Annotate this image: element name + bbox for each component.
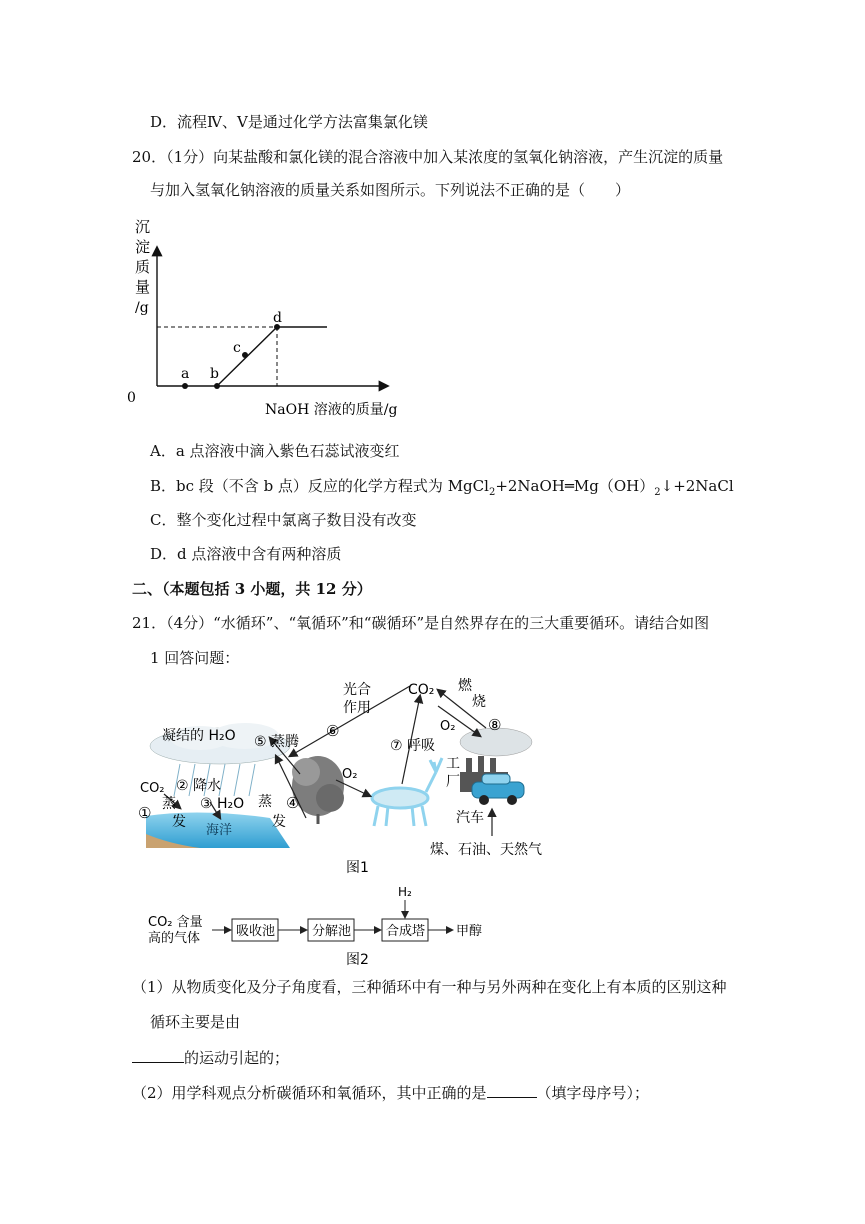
fig2-box-decompose-label: 分解池	[312, 924, 352, 939]
fig2-input-2: 高的气体	[148, 931, 201, 946]
label-n4: ④	[286, 794, 300, 812]
figure-2-caption: 图2	[346, 952, 369, 968]
point-b	[214, 383, 220, 389]
section-heading: 二、（本题包括 3 小题，共 12 分）	[132, 580, 372, 598]
label-n3-h2o: ③ H₂O	[200, 796, 245, 812]
fig2-output-label: 甲醇	[456, 924, 483, 939]
point-a-label: a	[181, 366, 190, 382]
label-evap-right-1: 蒸	[258, 794, 272, 810]
q21-sub2-post: （填字母序号）；	[536, 1084, 650, 1102]
q21-sub1-line1: （1）从物质变化及分子角度看，三种循环中有一种与另外两种在变化上有本质的区别这种	[132, 978, 727, 996]
q20-option-d: D．d 点溶液中含有两种溶质	[150, 545, 342, 563]
fig2-box-synthesis-label: 合成塔	[386, 924, 426, 939]
q21-sub1-line3	[132, 1046, 289, 1068]
label-fuels: 煤、石油、天然气	[430, 842, 542, 858]
label-car: 汽车	[456, 810, 484, 826]
y-axis-label-2: 淀	[135, 238, 151, 256]
label-n7-resp: ⑦ 呼吸	[390, 738, 436, 754]
y-axis-label-1: 沉	[135, 218, 151, 236]
figure-1-cycles	[140, 676, 580, 876]
label-photosynthesis-1: 光合	[343, 682, 371, 698]
opt-b-sub1: 2	[488, 487, 496, 498]
label-n6: ⑥	[326, 722, 340, 740]
label-n8: ⑧	[488, 716, 502, 734]
label-o2-mid: O₂	[342, 767, 358, 782]
opt-b-post: ↓+2NaCl	[660, 477, 734, 495]
point-a	[182, 383, 188, 389]
y-axis-label-3: 质	[135, 258, 151, 276]
origin-label: 0	[127, 390, 136, 406]
label-photosynthesis-2: 作用	[343, 700, 371, 716]
label-n1: ①	[138, 804, 152, 822]
label-ocean: 海洋	[206, 823, 233, 838]
label-n5-evap: ⑤ 蒸腾	[254, 734, 300, 750]
opt-b-sub2: 2	[654, 487, 661, 498]
q21-stem-line2: 1 回答问题：	[150, 649, 240, 667]
deer-icon	[372, 758, 442, 826]
q21-sub2-pre: （2）用学科观点分析碳循环和氧循环，其中正确的是	[132, 1084, 487, 1102]
point-c	[242, 352, 248, 358]
label-co2-left: CO₂	[140, 781, 165, 796]
point-b-label: b	[210, 366, 219, 382]
q19-option-d: D．流程Ⅳ、Ⅴ是通过化学方法富集氯化镁	[150, 113, 428, 131]
label-evap-left-1: 蒸	[162, 796, 176, 812]
point-c-label: c	[233, 340, 241, 356]
q20-graph	[125, 212, 425, 422]
label-o2-right: O₂	[440, 719, 456, 734]
fig2-h2-label: H₂	[398, 885, 412, 899]
answer-blank-1[interactable]	[132, 1046, 184, 1063]
q20-option-b	[150, 476, 734, 503]
label-co2-top: CO₂	[408, 682, 435, 698]
point-d-label: d	[273, 310, 282, 326]
fig2-box-absorb-label: 吸收池	[236, 924, 276, 939]
figure-2-flow	[140, 880, 500, 970]
label-condensed-h2o: 凝结的 H₂O	[162, 728, 236, 744]
label-evap-right-2: 发	[272, 814, 286, 830]
label-factory-2: 厂	[446, 774, 460, 790]
x-axis-label: NaOH 溶液的质量/g	[265, 402, 398, 418]
label-burn-1: 燃	[458, 678, 472, 694]
fig2-input-1: CO₂ 含量	[148, 915, 203, 930]
y-axis-unit: /g	[135, 300, 149, 316]
label-evap-left-2: 发	[172, 814, 186, 830]
label-factory-1: 工	[446, 756, 460, 772]
label-n2-precip: ② 降水	[176, 778, 222, 794]
q20-option-a: A．a 点溶液中滴入紫色石蕊试液变红	[150, 442, 400, 460]
y-axis-label-4: 量	[135, 278, 151, 296]
q21-sub1-line2: 循环主要是由	[150, 1013, 241, 1031]
opt-b-mid: +2NaOH═Mg（OH）	[495, 477, 655, 495]
q20-option-c: C．整个变化过程中氯离子数目没有改变	[150, 511, 417, 529]
opt-b-pre: B．bc 段（不含 b 点）反应的化学方程式为 MgCl	[150, 477, 489, 495]
figure-1-caption: 图1	[346, 860, 369, 876]
answer-blank-2[interactable]	[487, 1081, 537, 1098]
q20-stem-line1: 20．（1分）向某盐酸和氯化镁的混合溶液中加入某浓度的氢氧化钠溶液，产生沉淀的质量	[132, 148, 724, 166]
q21-sub1-line3-text: 的运动引起的；	[184, 1049, 290, 1067]
q21-stem-line1: 21．（4分）“水循环”、“氧循环”和“碳循环”是自然界存在的三大重要循环。请结合如图	[132, 614, 710, 632]
q21-sub2	[132, 1081, 649, 1103]
label-burn-2: 烧	[472, 694, 486, 710]
q20-stem-line2: 与加入氢氧化钠溶液的质量关系如图所示。下列说法不正确的是（ ）	[150, 181, 631, 199]
